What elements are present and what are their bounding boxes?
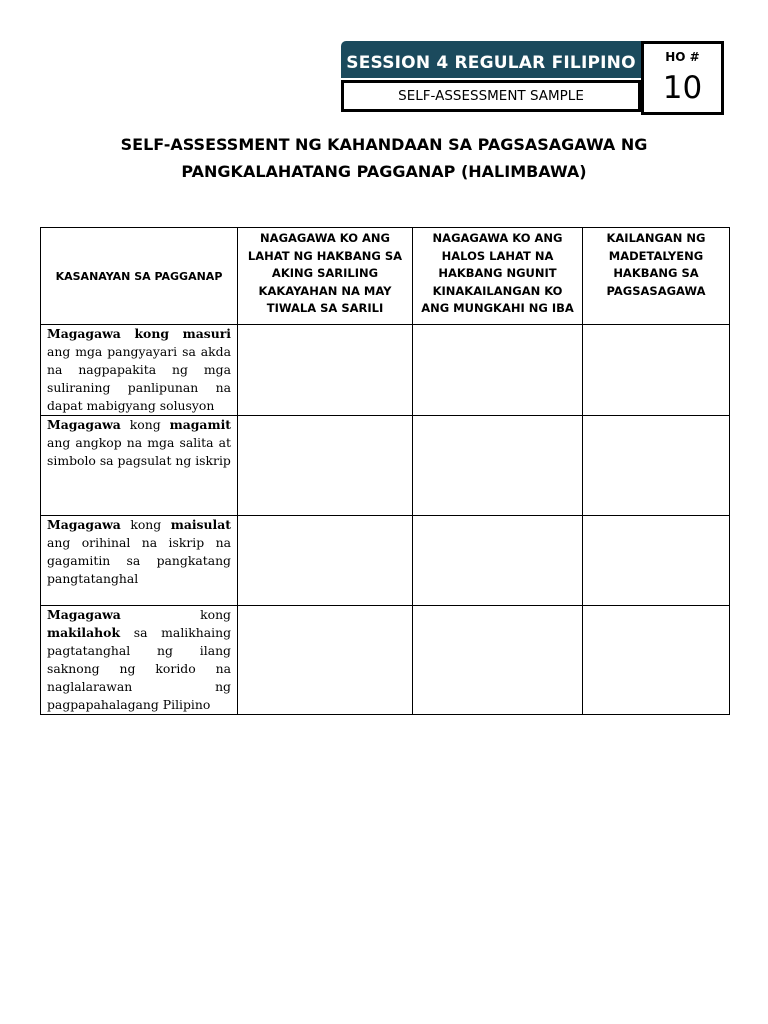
skill-cell	[41, 325, 238, 416]
skill-bold-text: Magagawa kong masuri	[47, 326, 231, 341]
skill-cell	[41, 416, 238, 516]
page-title-line-1: SELF-ASSESSMENT NG KAHANDAAN SA PAGSASAGAWA NG	[120, 135, 648, 154]
rating-cell[interactable]	[238, 606, 413, 715]
table-row	[41, 516, 730, 606]
self-assessment-table	[40, 227, 730, 715]
rating-cell[interactable]	[413, 606, 583, 715]
skill-bold-text: magamit	[169, 417, 231, 432]
rating-cell[interactable]	[413, 516, 583, 606]
skill-text: ang mga pangyayari sa akda na nagpapakita ng mga suliraning panlipunan na dapat mabigyang solusyon	[47, 344, 231, 413]
rating-cell[interactable]	[583, 325, 730, 416]
skill-text: sa malikhaing pagtatanghal ng ilang saknong ng korido na naglalarawan ng pagpapahalagang Pilipino	[47, 625, 231, 712]
handout-number-box	[641, 41, 724, 115]
rating-cell[interactable]	[413, 416, 583, 516]
skill-text: kong	[120, 417, 170, 432]
skill-bold-text: maisulat	[170, 517, 231, 532]
column-header: NAGAGAWA KO ANG LAHAT NG HAKBANG SA AKING SARILING KAKAYAHAN NA MAY TIWALA SA SARILI	[238, 228, 413, 325]
rating-cell[interactable]	[583, 416, 730, 516]
column-header: KASANAYAN SA PAGGANAP	[41, 228, 238, 325]
skill-bold-text: Magagawa	[47, 607, 121, 622]
page-title	[0, 131, 768, 185]
skill-cell	[41, 606, 238, 715]
handout-number: 10	[662, 70, 703, 106]
table-row	[41, 325, 730, 416]
rating-cell[interactable]	[583, 516, 730, 606]
skill-cell	[41, 516, 238, 606]
table-header-row	[41, 228, 730, 325]
session-title: SESSION 4 REGULAR FILIPINO	[341, 41, 641, 78]
skill-bold-text: Magagawa	[47, 417, 121, 432]
page-title-line-2: PANGKALAHATANG PAGGANAP (HALIMBAWA)	[181, 162, 587, 181]
skill-bold-text: makilahok	[47, 625, 121, 640]
rating-cell[interactable]	[583, 606, 730, 715]
skill-text: ang orihinal na iskrip na gagamitin sa pangkatang pangtatanghal	[47, 535, 231, 586]
rating-cell[interactable]	[238, 516, 413, 606]
skill-bold-text: Magagawa	[47, 517, 121, 532]
column-header: KAILANGAN NG MADETALYENG HAKBANG SA PAGSASAGAWA	[583, 228, 730, 325]
rating-cell[interactable]	[413, 325, 583, 416]
table-row	[41, 416, 730, 516]
column-header: NAGAGAWA KO ANG HALOS LAHAT NA HAKBANG NGUNIT KINAKAILANGAN KO ANG MUNGKAHI NG IBA	[413, 228, 583, 325]
handout-label: HO #	[665, 50, 700, 64]
session-subtitle: SELF-ASSESSMENT SAMPLE	[341, 80, 641, 112]
table-row	[41, 606, 730, 715]
skill-text: kong	[120, 517, 171, 532]
skill-text: kong	[120, 607, 231, 622]
session-header	[341, 41, 724, 115]
skill-text: ang angkop na mga salita at simbolo sa pagsulat ng iskrip	[47, 435, 231, 468]
rating-cell[interactable]	[238, 325, 413, 416]
rating-cell[interactable]	[238, 416, 413, 516]
